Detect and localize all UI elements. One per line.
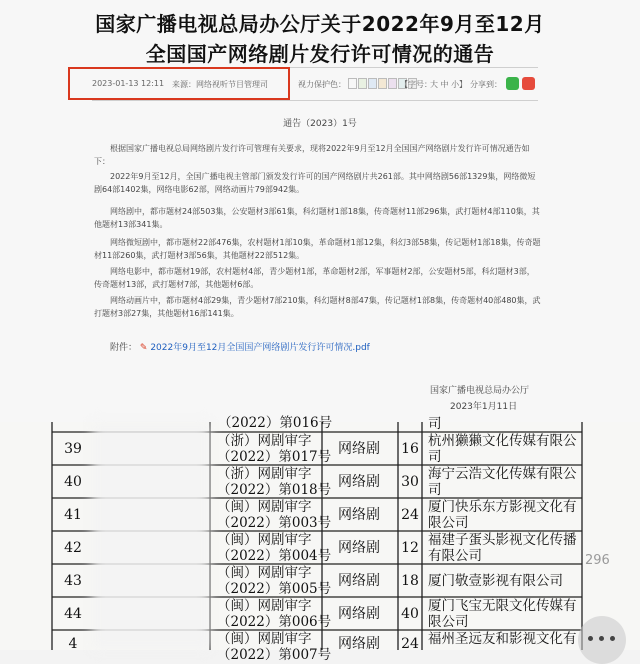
watermark: 296 (585, 553, 610, 568)
license-number: （闽）网剧审字 (217, 631, 312, 647)
episode-count: 30 (401, 474, 419, 490)
company-name: 海宁云浩文化传媒有限公 (428, 466, 577, 482)
row-number: 41 (64, 507, 82, 523)
episode-count: 40 (401, 606, 419, 622)
notice-title-line-1: 国家广播电视总局办公厅关于2022年9月至12月 (95, 12, 545, 36)
company-name: 杭州獭獭文化传媒有限公 (428, 433, 577, 449)
company-name: 厦门快乐东方影视文化有 (428, 499, 577, 515)
weibo-icon[interactable] (522, 77, 535, 90)
company-name: 有限公司 (428, 548, 482, 564)
license-number: （2022）第004号 (217, 548, 332, 564)
paragraph-web-animation: 网络动画片中，都市题材4部29集，青少题材7部210集，科幻题材8部47集，传记题材1部8集，传奇题材40部480集，武打题材3部27集，其他题材16部141集。 (94, 296, 541, 318)
paragraph-web-series: 网络剧中，都市题材24部503集，公安题材3部61集，科幻题材1部18集，传奇题材11部296集，武打题材4部110集，其他题材13部341集。 (94, 207, 540, 229)
dot-icon (588, 636, 593, 641)
episode-count: 24 (401, 507, 419, 523)
company-partial: 司 (428, 416, 442, 432)
paragraph-web-films: 网络电影中，都市题材19部，农村题材4部，青少题材1部，革命题材2部，军事题材2部，公安题材5部，科幻题材3部，传奇题材13部，武打题材7部，其他题材6部。 (94, 267, 535, 289)
license-number: （浙）网剧审字 (217, 466, 312, 482)
company-name: 司 (428, 449, 442, 465)
font-size-options[interactable]: 大 中 小 (430, 80, 460, 89)
episode-count: 24 (401, 636, 419, 652)
content-type: 网络剧 (338, 636, 380, 652)
license-number: （闽）网剧审字 (217, 532, 312, 548)
font-size-close: 】 (459, 80, 467, 89)
signature-organization: 国家广播电视总局办公厅 (430, 386, 530, 396)
license-number: （闽）网剧审字 (217, 499, 312, 515)
dot-icon (610, 636, 615, 641)
content-type: 网络剧 (338, 540, 380, 556)
license-number: （2022）第017号 (217, 449, 332, 465)
intro-paragraph: 根据国家广播电视总局网络剧片发行许可管理有关要求，现将2022年9月至12月全国国产网络剧片发行许可情况通告如下： (94, 144, 530, 166)
row-number: 40 (64, 474, 82, 490)
company-name: 司 (428, 482, 442, 498)
row-number: 44 (64, 606, 82, 622)
divider (92, 100, 538, 101)
paragraph-micro-series: 网络微短剧中，都市题材22部476集，农村题材1部10集，革命题材1部12集，科幻3部58集，传记题材1部18集，传奇题材11部260集，武打题材3部56集，其他题材22部512集。 (94, 238, 541, 260)
source: 来源：网络视听节目管理司 (172, 80, 268, 89)
publish-date: 2023-01-13 12:11 (92, 79, 165, 88)
license-number: （2022）第018号 (217, 482, 332, 498)
attachment-link[interactable]: 2022年9月至12月全国国产网络剧片发行许可情况.pdf (150, 343, 370, 353)
content-type: 网络剧 (338, 441, 380, 457)
license-number: （2022）第006号 (217, 614, 332, 630)
attachment-label: 附件： (110, 343, 138, 353)
swatch[interactable] (368, 78, 377, 89)
license-number-partial: （2022）第016号 (218, 415, 333, 431)
vision-protect-label: 视力保护色： (298, 80, 346, 89)
company-name: 限公司 (428, 515, 469, 531)
license-table (0, 415, 640, 663)
swatch[interactable] (348, 78, 357, 89)
document-number: 通告（2023）1号 (283, 119, 357, 129)
content-type: 网络剧 (338, 507, 380, 523)
license-number: （浙）网剧审字 (217, 433, 312, 449)
company-name: 厦门飞宝无限文化传媒有 (428, 598, 577, 614)
license-number: （闽）网剧审字 (217, 598, 312, 614)
font-size-label: 【字号： (400, 80, 432, 89)
pdf-icon: ✎ (139, 343, 148, 353)
episode-count: 16 (401, 441, 419, 457)
license-number: （2022）第003号 (217, 515, 332, 531)
swatch[interactable] (378, 78, 387, 89)
row-number: 39 (64, 441, 82, 457)
row-number: 43 (64, 573, 82, 589)
company-name: 限公司 (428, 614, 469, 630)
dot-icon (599, 636, 604, 641)
wechat-icon[interactable] (506, 77, 519, 90)
notice-title-line-2: 全国国产网络剧片发行许可情况的通告 (145, 42, 495, 66)
license-number: （2022）第007号 (217, 647, 332, 663)
company-name: 厦门敬壹影视有限公司 (428, 573, 563, 589)
paragraph-summary: 2022年9月至12月，全国广播电视主管部门颁发发行许可的国产网络剧片共261部。其中网络剧56部1329集，网络微短剧64部1402集，网络电影62部，网络动画片79部942集。 (94, 172, 536, 194)
signature-date: 2023年1月11日 (450, 402, 518, 412)
row-number: 42 (64, 540, 82, 556)
more-options-button[interactable] (578, 616, 626, 664)
share-label: 分享到： (470, 80, 502, 89)
swatch[interactable] (358, 78, 367, 89)
episode-count: 12 (401, 540, 419, 556)
license-number: （2022）第005号 (217, 581, 332, 597)
content-type: 网络剧 (338, 606, 380, 622)
content-type: 网络剧 (338, 573, 380, 589)
content-type: 网络剧 (338, 474, 380, 490)
swatch[interactable] (388, 78, 397, 89)
blurred-region (92, 422, 210, 650)
attachment (110, 340, 370, 353)
company-name: 福州圣远友和影视文化有 (428, 631, 577, 647)
row-number: 4 (68, 636, 78, 652)
company-name: 福建子蛋头影视文化传播 (428, 532, 577, 548)
license-number: （闽）网剧审字 (217, 565, 312, 581)
episode-count: 18 (401, 573, 419, 589)
